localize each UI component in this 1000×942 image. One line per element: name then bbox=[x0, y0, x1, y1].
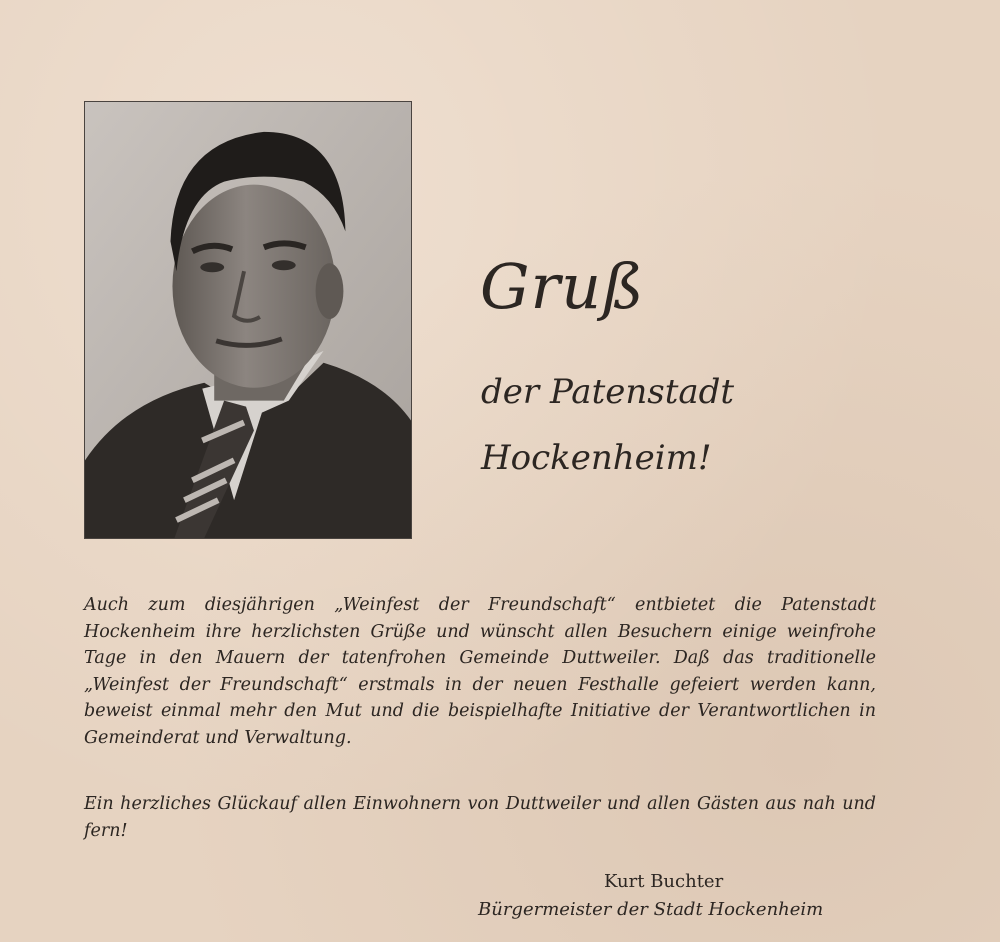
signature-name: Kurt Buchter bbox=[604, 871, 724, 892]
signature-title: Bürgermeister der Stadt Hockenheim bbox=[478, 899, 824, 920]
body-paragraph-2: Ein herzliches Glückauf allen Einwohnern von Duttweiler und allen Gästen aus nah und fern! bbox=[84, 794, 876, 841]
portrait-photo bbox=[84, 101, 412, 539]
body-paragraph-1: Auch zum diesjährigen „Weinfest der Freundschaft“ entbietet die Patenstadt Hockenheim ihre herzlichsten Grüße und wünscht allen Besuchern einige weinfrohe Tage in den Mauern der tatenfrohen Gemeinde Duttweiler. Daß das traditionelle „Weinfest der Freundschaft“ erstmals in der neuen Festhalle gefeiert werden kann, beweist einmal mehr den Mut und die beispielhafte Initiative der Verantwortlichen in Gemeinderat und Verwaltung. bbox=[84, 595, 876, 748]
greeting-subtitle-line-1: der Patenstadt bbox=[481, 372, 735, 412]
greeting-title: Gruß bbox=[480, 250, 645, 323]
greeting-subtitle-line-2: Hockenheim! bbox=[481, 438, 712, 478]
portrait-image bbox=[85, 102, 411, 538]
